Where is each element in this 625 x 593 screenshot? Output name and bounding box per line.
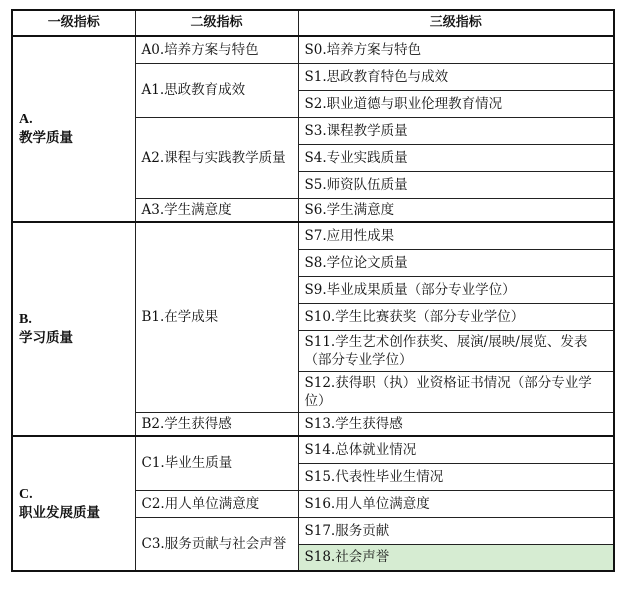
level1-code: A. [19,112,33,127]
level1-cell [12,436,135,571]
level3-cell-highlighted: S18.社会声誉 [298,544,614,571]
level2-cell: A0.培养方案与特色 [135,36,298,63]
level3-cell: S7.应用性成果 [298,222,614,249]
level3-cell: S6.学生满意度 [298,198,614,222]
group-b [12,222,614,436]
level1-code: B. [19,312,32,327]
level1-name: 职业发展质量 [19,504,100,521]
level1-code: C. [19,486,33,502]
level3-cell: S0.培养方案与特色 [298,36,614,63]
level2-cell: A3.学生满意度 [135,198,298,222]
level3-cell: S12.获得职（执）业资格证书情况（部分专业学位） [298,371,614,412]
level3-cell: S3.课程教学质量 [298,117,614,144]
level2-cell: C2.用人单位满意度 [135,490,298,517]
level3-cell: S17.服务贡献 [298,517,614,544]
header-level1: 一级指标 [12,10,135,36]
level2-cell: A1.思政教育成效 [135,63,298,117]
level3-cell: S14.总体就业情况 [298,436,614,463]
header-level2: 二级指标 [135,10,298,36]
level2-cell: B2.学生获得感 [135,412,298,436]
group-a [12,36,614,222]
level1-cell [12,36,135,222]
header-level3: 三级指标 [298,10,614,36]
level3-cell: S4.专业实践质量 [298,144,614,171]
level2-cell: C1.毕业生质量 [135,436,298,490]
table-header [12,10,614,36]
level2-cell: C3.服务贡献与社会声誉 [135,517,298,571]
level3-cell: S11.学生艺术创作获奖、展演/展映/展览、发表（部分专业学位） [298,330,614,371]
level2-cell: B1.在学成果 [135,222,298,412]
level1-cell [12,222,135,436]
level3-cell: S2.职业道德与职业伦理教育情况 [298,90,614,117]
level3-cell: S5.师资队伍质量 [298,171,614,198]
level3-cell: S13.学生获得感 [298,412,614,436]
level2-cell: A2.课程与实践教学质量 [135,117,298,198]
level3-cell: S16.用人单位满意度 [298,490,614,517]
level3-cell: S10.学生比赛获奖（部分专业学位） [298,303,614,330]
level3-cell: S15.代表性毕业生情况 [298,463,614,490]
level3-cell: S9.毕业成果质量（部分专业学位） [298,276,614,303]
level1-name: 学习质量 [19,330,73,346]
level3-cell: S1.思政教育特色与成效 [298,63,614,90]
group-c [12,436,614,571]
level1-name: 教学质量 [19,130,73,146]
indicator-table [11,9,615,572]
level3-cell: S8.学位论文质量 [298,249,614,276]
